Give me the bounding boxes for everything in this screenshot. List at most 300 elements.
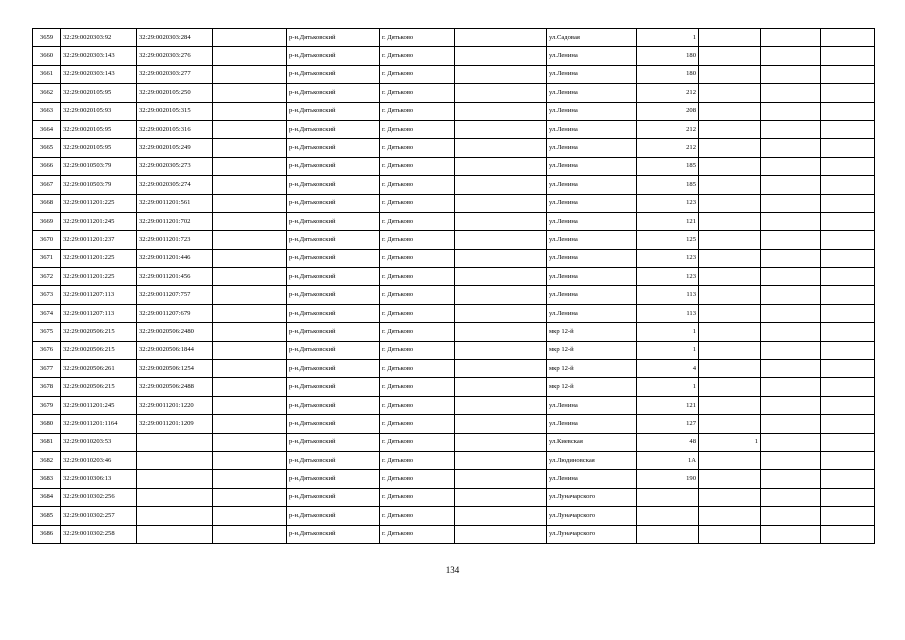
house-number-cell: 1А [637, 451, 699, 469]
town-cell: г. Дятьково [380, 157, 455, 175]
town-cell: г. Дятьково [380, 525, 455, 543]
cadastral-number: 32:29:0020105:95 [61, 120, 137, 138]
empty-cell [821, 286, 875, 304]
row-number: 3684 [33, 488, 61, 506]
empty-cell [821, 65, 875, 83]
house-number-cell: 123 [637, 249, 699, 267]
empty-cell [455, 47, 547, 65]
object-cadastral-number [137, 488, 213, 506]
town-cell: г. Дятьково [380, 396, 455, 414]
empty-cell [455, 249, 547, 267]
object-cadastral-number: 32:29:0011207:679 [137, 304, 213, 322]
district-cell: р-н.Дятьковский [287, 212, 380, 230]
town-cell: г. Дятьково [380, 304, 455, 322]
empty-cell [761, 378, 821, 396]
district-cell: р-н.Дятьковский [287, 341, 380, 359]
town-cell: г. Дятьково [380, 139, 455, 157]
street-cell: ул.Ленина [547, 212, 637, 230]
street-cell: ул.Ленина [547, 415, 637, 433]
empty-cell [213, 65, 287, 83]
table-row [33, 323, 875, 341]
house-number-cell: 212 [637, 139, 699, 157]
cadastral-number: 32:29:0010302:258 [61, 525, 137, 543]
town-cell: г. Дятьково [380, 360, 455, 378]
empty-cell [213, 231, 287, 249]
building-number-cell [699, 194, 761, 212]
town-cell: г. Дятьково [380, 65, 455, 83]
cadastral-number: 32:29:0010203:46 [61, 451, 137, 469]
empty-cell [821, 304, 875, 322]
cadastral-number: 32:29:0020506:261 [61, 360, 137, 378]
district-cell: р-н.Дятьковский [287, 231, 380, 249]
street-cell: ул.Людиновская [547, 451, 637, 469]
town-cell: г. Дятьково [380, 102, 455, 120]
street-cell: мкр 12-й [547, 360, 637, 378]
empty-cell [455, 451, 547, 469]
row-number: 3673 [33, 286, 61, 304]
cadastral-number: 32:29:0020303:143 [61, 65, 137, 83]
object-cadastral-number: 32:29:0020105:316 [137, 120, 213, 138]
building-number-cell: 1 [699, 433, 761, 451]
town-cell: г. Дятьково [380, 488, 455, 506]
empty-cell [821, 29, 875, 47]
empty-cell [455, 176, 547, 194]
empty-cell [761, 268, 821, 286]
street-cell: ул.Ленина [547, 268, 637, 286]
object-cadastral-number: 32:29:0020506:2480 [137, 323, 213, 341]
cadastral-number: 32:29:0020506:215 [61, 378, 137, 396]
object-cadastral-number [137, 433, 213, 451]
building-number-cell [699, 341, 761, 359]
town-cell: г. Дятьково [380, 507, 455, 525]
house-number-cell [637, 507, 699, 525]
empty-cell [761, 286, 821, 304]
empty-cell [821, 341, 875, 359]
empty-cell [213, 84, 287, 102]
empty-cell [761, 65, 821, 83]
building-number-cell [699, 378, 761, 396]
row-number: 3669 [33, 212, 61, 230]
empty-cell [455, 29, 547, 47]
cadastral-number: 32:29:0020105:93 [61, 102, 137, 120]
empty-cell [761, 102, 821, 120]
town-cell: г. Дятьково [380, 341, 455, 359]
district-cell: р-н.Дятьковский [287, 249, 380, 267]
district-cell: р-н.Дятьковский [287, 507, 380, 525]
table-row [33, 65, 875, 83]
row-number: 3685 [33, 507, 61, 525]
table-row [33, 470, 875, 488]
empty-cell [761, 249, 821, 267]
table-row [33, 433, 875, 451]
town-cell: г. Дятьково [380, 470, 455, 488]
table-row [33, 157, 875, 175]
empty-cell [761, 488, 821, 506]
house-number-cell: 1 [637, 29, 699, 47]
empty-cell [761, 507, 821, 525]
cadastral-number: 32:29:0020105:95 [61, 139, 137, 157]
object-cadastral-number: 32:29:0011201:723 [137, 231, 213, 249]
row-number: 3680 [33, 415, 61, 433]
town-cell: г. Дятьково [380, 268, 455, 286]
empty-cell [455, 378, 547, 396]
empty-cell [455, 433, 547, 451]
district-cell: р-н.Дятьковский [287, 176, 380, 194]
row-number: 3668 [33, 194, 61, 212]
empty-cell [761, 341, 821, 359]
cadastral-number: 32:29:0020506:215 [61, 341, 137, 359]
object-cadastral-number: 32:29:0011201:702 [137, 212, 213, 230]
object-cadastral-number: 32:29:0020506:1844 [137, 341, 213, 359]
empty-cell [455, 231, 547, 249]
empty-cell [455, 507, 547, 525]
building-number-cell [699, 323, 761, 341]
building-number-cell [699, 488, 761, 506]
building-number-cell [699, 360, 761, 378]
empty-cell [761, 396, 821, 414]
empty-cell [761, 84, 821, 102]
empty-cell [821, 470, 875, 488]
building-number-cell [699, 525, 761, 543]
street-cell: ул.Ленина [547, 139, 637, 157]
house-number-cell: 190 [637, 470, 699, 488]
building-number-cell [699, 29, 761, 47]
cadastral-number: 32:29:0020506:215 [61, 323, 137, 341]
cadastral-number: 32:29:0020303:92 [61, 29, 137, 47]
row-number: 3679 [33, 396, 61, 414]
object-cadastral-number: 32:29:0020303:277 [137, 65, 213, 83]
district-cell: р-н.Дятьковский [287, 120, 380, 138]
row-number: 3682 [33, 451, 61, 469]
building-number-cell [699, 286, 761, 304]
table-row [33, 139, 875, 157]
row-number: 3677 [33, 360, 61, 378]
cadastral-number: 32:29:0010302:256 [61, 488, 137, 506]
object-cadastral-number: 32:29:0020105:250 [137, 84, 213, 102]
town-cell: г. Дятьково [380, 286, 455, 304]
table-row [33, 341, 875, 359]
empty-cell [213, 304, 287, 322]
empty-cell [213, 47, 287, 65]
house-number-cell: 48 [637, 433, 699, 451]
empty-cell [761, 212, 821, 230]
street-cell: ул.Ленина [547, 396, 637, 414]
house-number-cell: 212 [637, 120, 699, 138]
cadastral-number: 32:29:0010302:257 [61, 507, 137, 525]
empty-cell [213, 102, 287, 120]
building-number-cell [699, 268, 761, 286]
cadastral-number: 32:29:0011207:113 [61, 286, 137, 304]
row-number: 3686 [33, 525, 61, 543]
object-cadastral-number: 32:29:0020305:274 [137, 176, 213, 194]
street-cell: ул.Ленина [547, 176, 637, 194]
empty-cell [821, 47, 875, 65]
empty-cell [455, 304, 547, 322]
house-number-cell: 185 [637, 176, 699, 194]
row-number: 3674 [33, 304, 61, 322]
empty-cell [213, 396, 287, 414]
cadastral-number: 32:29:0011201:1164 [61, 415, 137, 433]
town-cell: г. Дятьково [380, 231, 455, 249]
empty-cell [213, 139, 287, 157]
cadastral-number: 32:29:0011201:225 [61, 194, 137, 212]
street-cell: ул.Луначарского [547, 525, 637, 543]
street-cell: ул.Ленина [547, 249, 637, 267]
building-number-cell [699, 249, 761, 267]
district-cell: р-н.Дятьковский [287, 102, 380, 120]
street-cell: ул.Луначарского [547, 507, 637, 525]
empty-cell [455, 84, 547, 102]
street-cell: мкр 12-й [547, 323, 637, 341]
street-cell: ул.Ленина [547, 286, 637, 304]
empty-cell [455, 120, 547, 138]
object-cadastral-number: 32:29:0020303:276 [137, 47, 213, 65]
district-cell: р-н.Дятьковский [287, 323, 380, 341]
empty-cell [213, 341, 287, 359]
house-number-cell: 4 [637, 360, 699, 378]
empty-cell [821, 323, 875, 341]
empty-cell [821, 157, 875, 175]
table-row [33, 488, 875, 506]
empty-cell [455, 157, 547, 175]
object-cadastral-number [137, 507, 213, 525]
table-row [33, 360, 875, 378]
empty-cell [213, 415, 287, 433]
town-cell: г. Дятьково [380, 84, 455, 102]
empty-cell [213, 249, 287, 267]
empty-cell [455, 286, 547, 304]
empty-cell [761, 176, 821, 194]
empty-cell [213, 120, 287, 138]
table-row [33, 194, 875, 212]
street-cell: ул.Ленина [547, 470, 637, 488]
row-number: 3662 [33, 84, 61, 102]
cadastral-number: 32:29:0011201:245 [61, 396, 137, 414]
cadastral-number: 32:29:0011201:237 [61, 231, 137, 249]
building-number-cell [699, 396, 761, 414]
empty-cell [455, 323, 547, 341]
empty-cell [761, 470, 821, 488]
object-cadastral-number: 32:29:0020105:315 [137, 102, 213, 120]
town-cell: г. Дятьково [380, 47, 455, 65]
house-number-cell: 121 [637, 212, 699, 230]
house-number-cell: 1 [637, 323, 699, 341]
district-cell: р-н.Дятьковский [287, 157, 380, 175]
house-number-cell: 1 [637, 341, 699, 359]
table-row [33, 396, 875, 414]
building-number-cell [699, 451, 761, 469]
table-row [33, 47, 875, 65]
town-cell: г. Дятьково [380, 378, 455, 396]
empty-cell [821, 212, 875, 230]
building-number-cell [699, 231, 761, 249]
district-cell: р-н.Дятьковский [287, 451, 380, 469]
street-cell: ул.Ленина [547, 65, 637, 83]
page-number: 134 [445, 565, 460, 575]
empty-cell [455, 341, 547, 359]
town-cell: г. Дятьково [380, 451, 455, 469]
district-cell: р-н.Дятьковский [287, 488, 380, 506]
district-cell: р-н.Дятьковский [287, 286, 380, 304]
empty-cell [761, 47, 821, 65]
house-number-cell: 127 [637, 415, 699, 433]
town-cell: г. Дятьково [380, 249, 455, 267]
empty-cell [213, 29, 287, 47]
cadastral-number: 32:29:0020303:143 [61, 47, 137, 65]
object-cadastral-number: 32:29:0011201:456 [137, 268, 213, 286]
empty-cell [821, 139, 875, 157]
building-number-cell [699, 415, 761, 433]
house-number-cell [637, 488, 699, 506]
district-cell: р-н.Дятьковский [287, 29, 380, 47]
object-cadastral-number: 32:29:0020506:2488 [137, 378, 213, 396]
object-cadastral-number: 32:29:0020303:284 [137, 29, 213, 47]
town-cell: г. Дятьково [380, 415, 455, 433]
town-cell: г. Дятьково [380, 29, 455, 47]
building-number-cell [699, 65, 761, 83]
document-sheet [32, 28, 874, 544]
empty-cell [213, 268, 287, 286]
table-row [33, 507, 875, 525]
cadastral-number: 32:29:0020105:95 [61, 84, 137, 102]
district-cell: р-н.Дятьковский [287, 139, 380, 157]
empty-cell [213, 360, 287, 378]
row-number: 3665 [33, 139, 61, 157]
cadastral-number: 32:29:0011201:225 [61, 249, 137, 267]
empty-cell [455, 212, 547, 230]
cadastral-number: 32:29:0010503:79 [61, 176, 137, 194]
town-cell: г. Дятьково [380, 212, 455, 230]
town-cell: г. Дятьково [380, 433, 455, 451]
row-number: 3659 [33, 29, 61, 47]
object-cadastral-number: 32:29:0011207:757 [137, 286, 213, 304]
row-number: 3663 [33, 102, 61, 120]
empty-cell [821, 231, 875, 249]
table-row [33, 451, 875, 469]
empty-cell [821, 415, 875, 433]
house-number-cell: 113 [637, 286, 699, 304]
empty-cell [761, 323, 821, 341]
row-number: 3675 [33, 323, 61, 341]
district-cell: р-н.Дятьковский [287, 65, 380, 83]
empty-cell [455, 102, 547, 120]
building-number-cell [699, 102, 761, 120]
empty-cell [213, 378, 287, 396]
empty-cell [761, 194, 821, 212]
row-number: 3676 [33, 341, 61, 359]
object-cadastral-number: 32:29:0011201:1209 [137, 415, 213, 433]
table-row [33, 268, 875, 286]
street-cell: ул.Киевская [547, 433, 637, 451]
empty-cell [761, 360, 821, 378]
empty-cell [455, 360, 547, 378]
empty-cell [761, 157, 821, 175]
house-number-cell: 185 [637, 157, 699, 175]
street-cell: ул.Ленина [547, 47, 637, 65]
row-number: 3681 [33, 433, 61, 451]
empty-cell [213, 433, 287, 451]
empty-cell [821, 268, 875, 286]
object-cadastral-number: 32:29:0020105:249 [137, 139, 213, 157]
empty-cell [821, 507, 875, 525]
object-cadastral-number [137, 525, 213, 543]
empty-cell [455, 470, 547, 488]
object-cadastral-number [137, 451, 213, 469]
empty-cell [213, 157, 287, 175]
building-number-cell [699, 304, 761, 322]
empty-cell [821, 360, 875, 378]
empty-cell [761, 525, 821, 543]
table-row [33, 212, 875, 230]
empty-cell [821, 102, 875, 120]
table-body [33, 29, 875, 544]
table-row [33, 249, 875, 267]
row-number: 3661 [33, 65, 61, 83]
table-row [33, 415, 875, 433]
cadastral-number: 32:29:0011207:113 [61, 304, 137, 322]
empty-cell [821, 249, 875, 267]
building-number-cell [699, 47, 761, 65]
empty-cell [213, 286, 287, 304]
house-number-cell: 208 [637, 102, 699, 120]
empty-cell [455, 488, 547, 506]
house-number-cell: 113 [637, 304, 699, 322]
building-number-cell [699, 157, 761, 175]
empty-cell [821, 396, 875, 414]
street-cell: ул.Садовая [547, 29, 637, 47]
empty-cell [821, 84, 875, 102]
table-row [33, 102, 875, 120]
house-number-cell: 123 [637, 194, 699, 212]
empty-cell [213, 451, 287, 469]
empty-cell [455, 396, 547, 414]
building-number-cell [699, 176, 761, 194]
object-cadastral-number: 32:29:0011201:561 [137, 194, 213, 212]
empty-cell [761, 139, 821, 157]
empty-cell [213, 176, 287, 194]
town-cell: г. Дятьково [380, 323, 455, 341]
empty-cell [761, 120, 821, 138]
empty-cell [455, 525, 547, 543]
house-number-cell: 212 [637, 84, 699, 102]
object-cadastral-number: 32:29:0011201:446 [137, 249, 213, 267]
street-cell: мкр 12-й [547, 378, 637, 396]
empty-cell [455, 65, 547, 83]
building-number-cell [699, 507, 761, 525]
building-number-cell [699, 212, 761, 230]
building-number-cell [699, 470, 761, 488]
cadastral-number: 32:29:0011201:245 [61, 212, 137, 230]
registry-table [32, 28, 875, 544]
table-row [33, 304, 875, 322]
cadastral-number: 32:29:0011201:225 [61, 268, 137, 286]
district-cell: р-н.Дятьковский [287, 396, 380, 414]
empty-cell [455, 268, 547, 286]
row-number: 3678 [33, 378, 61, 396]
empty-cell [821, 120, 875, 138]
empty-cell [213, 525, 287, 543]
street-cell: ул.Ленина [547, 157, 637, 175]
empty-cell [761, 451, 821, 469]
table-row [33, 176, 875, 194]
table-row [33, 84, 875, 102]
empty-cell [213, 488, 287, 506]
empty-cell [455, 415, 547, 433]
street-cell: ул.Ленина [547, 120, 637, 138]
street-cell: ул.Луначарского [547, 488, 637, 506]
empty-cell [455, 139, 547, 157]
empty-cell [821, 194, 875, 212]
